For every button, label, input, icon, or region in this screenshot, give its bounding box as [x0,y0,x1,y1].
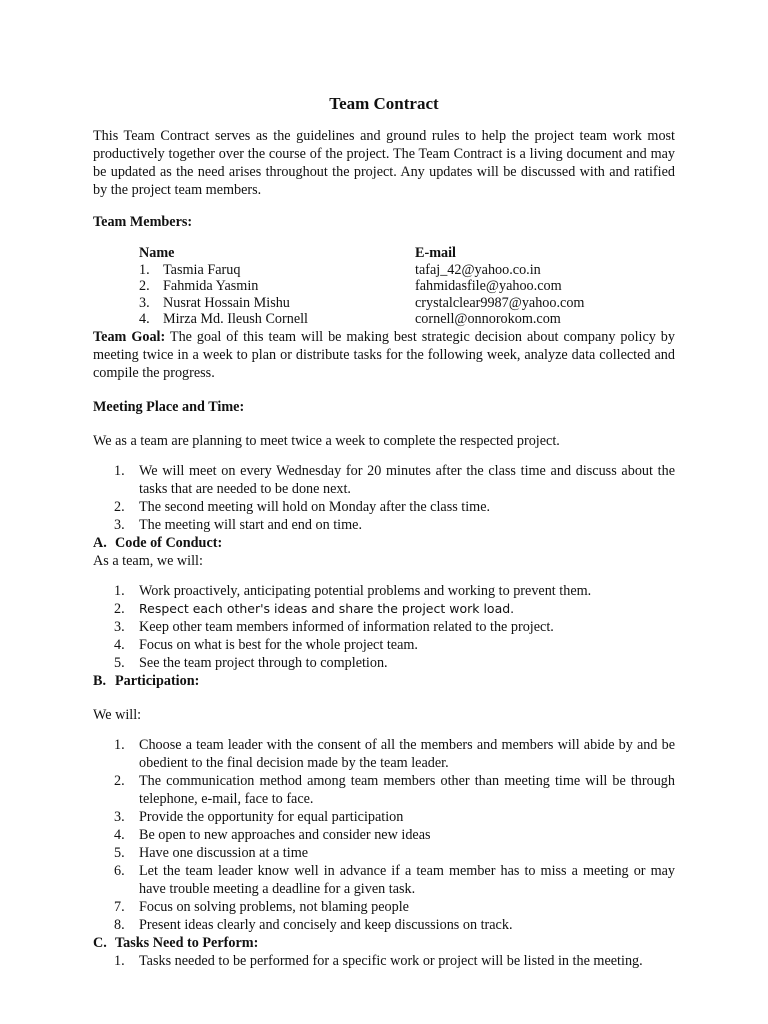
team-goal-text: The goal of this team will be making best strategic decision about company policy by meeting twice in a week to plan or distribute tasks for the following week, analyze data collected and compile the progress. [93,328,675,381]
list-item: 7. Focus on solving problems, not blaming people [114,898,409,915]
member-number: 3. [139,294,150,311]
members-table [93,245,675,328]
member-row [139,262,675,279]
list-item: 1. Tasks needed to be performed for a specific work or project will be listed in the meeting. [114,952,643,969]
list-item: 2. Respect each other's ideas and share the project work load. [114,600,515,617]
meeting-heading: Meeting Place and Time: [93,398,245,415]
participation-heading: B. Participation: [93,672,200,689]
member-email: cornell@onnorokom.com [415,311,561,327]
member-email: crystalclear9987@yahoo.com [415,294,585,311]
member-row [139,295,675,312]
list-item: 4. Be open to new approaches and consider new ideas [114,826,431,843]
team-goal-paragraph [93,328,675,382]
list-item: 5. Have one discussion at a time [114,844,309,861]
member-name: Mirza Md. Ileush Cornell [163,311,308,327]
list-item: 1. Choose a team leader with the consent of all the members and members will abide by and be obedient to the final decision made by the team leader. [114,736,675,771]
email-column-header: E-mail [415,245,456,261]
member-number: 1. [139,261,150,278]
name-column-header: Name [139,245,175,261]
members-header-row [139,245,675,262]
conduct-list [93,582,675,672]
team-goal-label: Team Goal: [93,328,166,345]
member-name: Nusrat Hossain Mishu [163,294,290,311]
member-name: Tasmia Faruq [163,261,241,278]
list-item: 2. The communication method among team members other than meeting time will be through telephone, e-mail, face to face. [114,772,675,807]
list-item: 3. Provide the opportunity for equal participation [114,808,404,825]
member-row [139,278,675,295]
member-email: tafaj_42@yahoo.co.in [415,261,541,278]
list-item: 3. The meeting will start and end on time. [114,516,363,533]
participation-intro: We will: [93,706,142,723]
participation-list [93,736,675,934]
intro-paragraph: This Team Contract serves as the guidelines and ground rules to help the project team work most productively together over the course of the project. The Team Contract is a living document and may be updated as the need arises throughout the project. Any updates will be discussed with and ratified by the project team members. [93,128,675,198]
member-name: Fahmida Yasmin [163,278,259,294]
meeting-intro: We as a team are planning to meet twice a week to complete the respected project. [93,432,560,449]
list-item: 2. The second meeting will hold on Monday after the class time. [114,498,491,515]
list-item: 1. Work proactively, anticipating potential problems and working to prevent them. [114,582,592,599]
team-members-heading: Team Members: [93,214,193,230]
list-item: 6. Let the team leader know well in advance if a team member has to miss a meeting or may have trouble meeting a deadline for a given task. [114,862,675,897]
conduct-intro: As a team, we will: [93,552,203,569]
meeting-list [93,462,675,534]
list-item: 8. Present ideas clearly and concisely and keep discussions on track. [114,916,513,933]
member-email: fahmidasfile@yahoo.com [415,278,562,294]
list-item: 1. We will meet on every Wednesday for 20 minutes after the class time and discuss about the tasks that are needed to be done next. [114,462,675,497]
list-item: 4. Focus on what is best for the whole project team. [114,636,418,653]
list-item: 3. Keep other team members informed of information related to the project. [114,618,554,635]
tasks-heading: C. Tasks Need to Perform: [93,934,259,951]
page-title: Team Contract [329,94,439,113]
code-of-conduct-heading: A. Code of Conduct: [93,534,223,551]
tasks-list [93,952,675,970]
member-number: 4. [139,311,150,327]
list-item: 5. See the team project through to completion. [114,654,388,671]
member-number: 2. [139,278,150,294]
member-row [139,311,675,328]
